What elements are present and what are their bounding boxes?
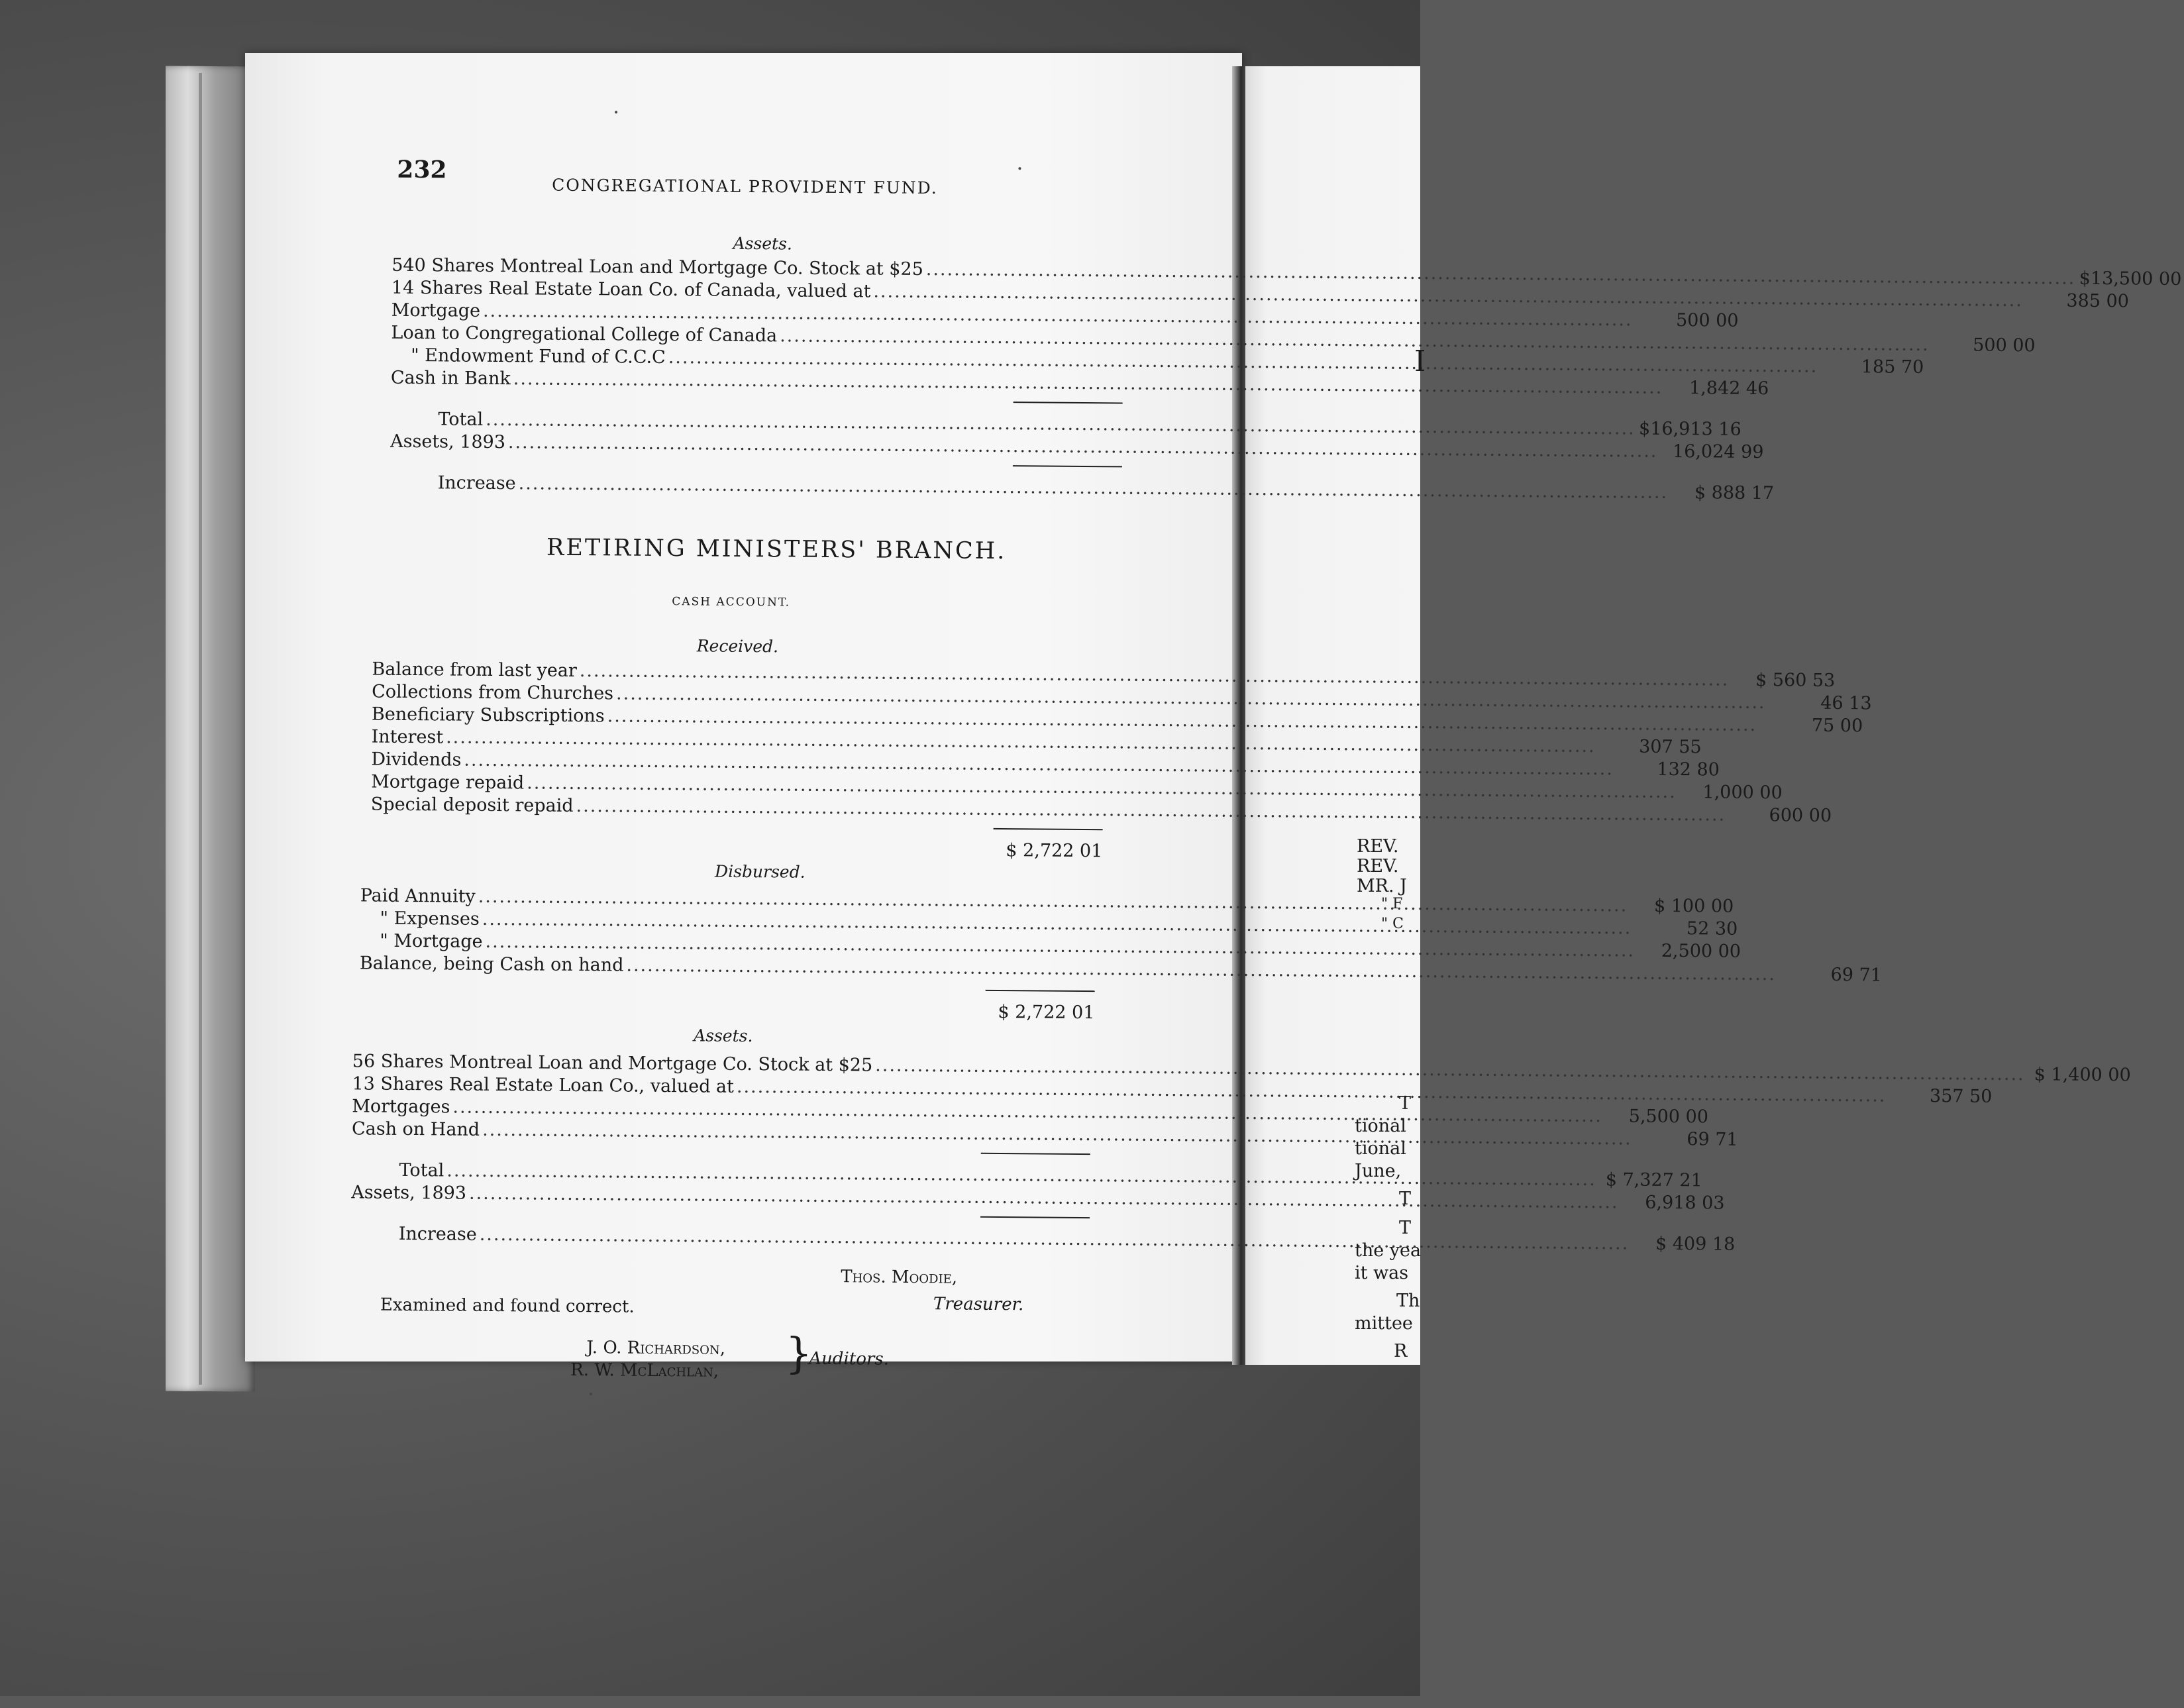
row-label: Mortgage repaid — [371, 771, 525, 794]
total-label: Total — [438, 409, 484, 430]
branch-total-rule — [981, 1153, 1090, 1155]
ink-speck — [1018, 167, 1021, 170]
page-number: 232 — [397, 155, 447, 184]
right-page-line: June, — [1355, 1161, 1402, 1181]
ink-speck — [615, 111, 617, 113]
right-page-line: MR. J — [1357, 876, 1407, 896]
row-label: " Endowment Fund of C.C.C — [411, 345, 666, 368]
row-amount: 132 80 — [1657, 759, 1720, 780]
right-page-line: tional — [1355, 1116, 1406, 1136]
row-amount: 185 70 — [1861, 356, 1924, 378]
disbursed-total-amount: $ 2,722 01 — [998, 1001, 1095, 1024]
row-label: 540 Shares Montreal Loan and Mortgage Co. Stock at $25 — [391, 254, 923, 280]
branch-title: RETIRING MINISTERS' BRANCH. — [546, 534, 1007, 565]
disbursed-heading: Disbursed. — [714, 861, 806, 882]
right-page-line: T — [1399, 1218, 1412, 1238]
increase-amount: $ 888 17 — [1694, 482, 1775, 504]
row-label: Loan to Congregational College of Canada — [391, 322, 778, 347]
row-label: Collections from Churches — [372, 681, 614, 704]
right-page-line: Th — [1396, 1291, 1420, 1311]
row-amount: $ 100 00 — [1653, 895, 1734, 917]
branch-increase-rule — [980, 1216, 1090, 1218]
right-page-line: " C — [1381, 916, 1404, 932]
right-page-line: T — [1399, 1189, 1412, 1209]
right-page-line: it was — [1355, 1263, 1409, 1283]
auditor-2: R. W. McLachlan, — [570, 1360, 719, 1381]
disbursed-total-rule — [986, 990, 1095, 992]
row-amount: 385 00 — [2066, 290, 2130, 312]
increase-rule — [1013, 465, 1122, 467]
received-total-amount: $ 2,722 01 — [1006, 840, 1103, 862]
assets-row — [390, 367, 1769, 400]
row-amount: $13,500 00 — [2079, 268, 2182, 290]
prev-assets-label: Assets, 1893 — [351, 1182, 467, 1204]
right-page-line: T — [1399, 1093, 1412, 1114]
row-label: 14 Shares Real Estate Loan Co. of Canada, valued at — [391, 277, 871, 302]
right-page-line: REV. — [1357, 856, 1399, 877]
row-amount: 5,500 00 — [1628, 1106, 1709, 1128]
ink-speck — [590, 1393, 592, 1395]
total-amount: $ 7,327 21 — [1605, 1169, 1702, 1191]
row-amount: 75 00 — [1811, 715, 1863, 737]
row-label: 56 Shares Montreal Loan and Mortgage Co. Stock at $25 — [352, 1051, 873, 1076]
row-label: Balance, being Cash on hand — [359, 953, 624, 976]
prev-assets-amount: 16,024 99 — [1672, 441, 1764, 463]
increase-label: Increase — [437, 472, 516, 494]
row-amount: 357 50 — [1929, 1086, 1993, 1107]
row-amount: 1,000 00 — [1702, 782, 1783, 804]
cash-account-subtitle: CASH ACCOUNT. — [672, 595, 791, 610]
prev-assets-amount: 6,918 03 — [1645, 1192, 1725, 1214]
row-amount: 1,842 46 — [1689, 378, 1769, 400]
auditor-1: J. O. Richardson, — [586, 1338, 726, 1359]
row-amount: 307 55 — [1639, 736, 1702, 758]
increase-amount: $ 409 18 — [1655, 1233, 1736, 1255]
row-label: Mortgages — [352, 1096, 450, 1118]
row-amount: 500 00 — [1675, 309, 1739, 331]
assets-heading: Assets. — [733, 233, 792, 254]
row-amount: $ 560 53 — [1755, 669, 1836, 691]
disbursed-total-row — [359, 996, 1094, 1025]
received-heading: Received. — [696, 636, 779, 657]
row-amount: 46 13 — [1820, 692, 1872, 714]
prev-assets-label: Assets, 1893 — [390, 431, 506, 453]
row-amount: 52 30 — [1686, 918, 1738, 939]
row-label: Interest — [371, 726, 444, 748]
examined-statement: Examined and found correct. — [380, 1295, 635, 1317]
row-label: Dividends — [371, 749, 462, 771]
row-amount: $ 1,400 00 — [2034, 1064, 2131, 1086]
received-row — [370, 794, 1832, 826]
row-label: 13 Shares Real Estate Loan Co., valued at — [352, 1073, 735, 1097]
branch-assets-heading: Assets. — [694, 1026, 753, 1046]
received-total-rule — [994, 828, 1103, 830]
right-page-line: the yea — [1355, 1240, 1422, 1261]
auditors-brace: } — [785, 1329, 813, 1379]
right-page-line: tional — [1355, 1138, 1406, 1159]
received-total-row — [370, 835, 1102, 864]
right-page-line: R — [1394, 1341, 1408, 1361]
right-page-line: " F — [1381, 896, 1403, 912]
row-label: " Mortgage — [380, 930, 483, 952]
increase-label: Increase — [398, 1223, 477, 1245]
auditors-label: Auditors. — [809, 1348, 890, 1369]
right-page-line: mittee — [1355, 1313, 1413, 1334]
row-label: Cash in Bank — [390, 367, 511, 390]
row-amount: 500 00 — [1973, 335, 2036, 356]
row-amount: 2,500 00 — [1661, 940, 1742, 962]
total-amount: $16,913 16 — [1638, 418, 1742, 440]
right-page-fragment: I — [1414, 345, 1426, 378]
row-label: Special deposit repaid — [370, 794, 574, 816]
total-rule — [1014, 401, 1123, 403]
row-label: Beneficiary Subscriptions — [371, 704, 605, 727]
total-label: Total — [399, 1159, 444, 1181]
increase-row — [390, 472, 1775, 504]
prev-assets-row — [390, 431, 1764, 463]
row-label: Balance from last year — [372, 659, 577, 681]
row-label: Paid Annuity — [360, 885, 476, 907]
row-amount: 69 71 — [1687, 1129, 1738, 1150]
row-label: " Expenses — [380, 908, 480, 930]
treasurer-name: Thos. Moodie, — [841, 1267, 958, 1288]
row-amount: 600 00 — [1769, 805, 1832, 826]
treasurer-title: Treasurer. — [933, 1294, 1024, 1315]
row-label: Mortgage — [391, 299, 481, 321]
row-amount: 69 71 — [1830, 964, 1883, 986]
right-page-line: REV. — [1357, 836, 1399, 857]
running-head: CONGREGATIONAL PROVIDENT FUND. — [552, 175, 938, 198]
row-label: Cash on Hand — [351, 1118, 480, 1140]
